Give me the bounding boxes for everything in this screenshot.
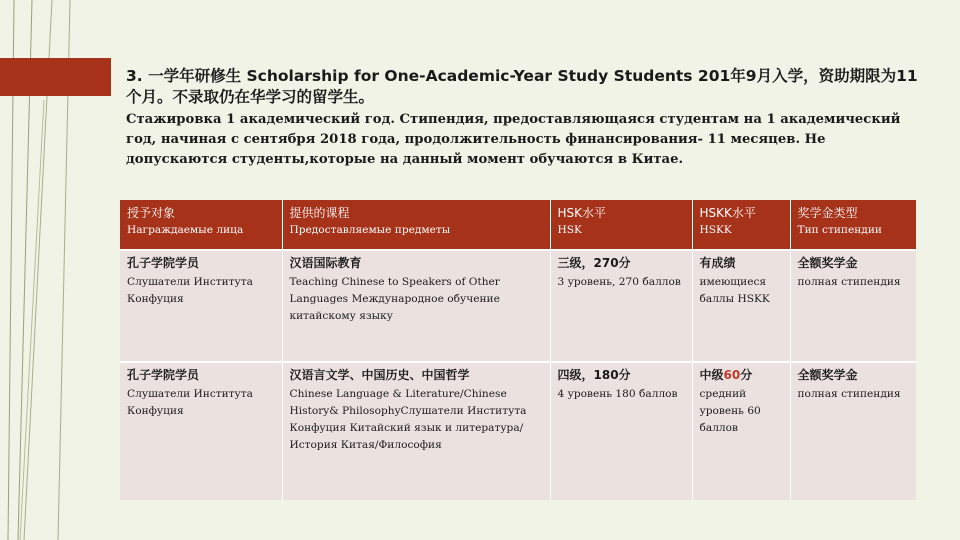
header-recipients: 授予对象 Награждаемые лица: [120, 200, 282, 250]
header-hskk: HSKK水平 HSKK: [692, 200, 790, 250]
title-chinese: 3. 一学年研修生 Scholarship for One-Academic-Year Study Students 201年9月入学，资助期限为11个月。不录取仍在华学习的留学生。: [126, 67, 918, 106]
table-row: [120, 362, 916, 500]
table-row: [120, 250, 916, 362]
cell-hsk: 三级，270分 3 уровень, 270 баллов: [550, 250, 692, 362]
header-scholarship-type: 奖学金类型 Тип стипендии: [790, 200, 916, 250]
cell-hsk: 四级，180分 4 уровень 180 баллов: [550, 362, 692, 500]
cell-scholarship-type: 全额奖学金 полная стипендия: [790, 250, 916, 362]
cell-recipients: 孔子学院学员 Слушатели Института Конфуция: [120, 250, 282, 362]
cell-hskk: 有成绩 имеющиеся баллы HSKK: [692, 250, 790, 362]
title-russian: Стажировка 1 академический год. Стипендия, предоставляющаяся студентам на 1 академический год, начиная с сентября 2018 года, продолжительность финансирования- 11 месяцев. Не допускаются студенты,которые на данный момент обучаются в Китае.: [126, 112, 901, 167]
accent-tab: [0, 58, 111, 96]
cell-course: 汉语国际教育 Teaching Chinese to Speakers of Other Languages Международное обучение китайскому языку: [282, 250, 550, 362]
scholarship-table: [120, 200, 916, 500]
score-highlight: 60: [723, 368, 741, 382]
cell-hskk: 中级60分 средний уровень 60 баллов: [692, 362, 790, 500]
cell-scholarship-type: 全额奖学金 полная стипендия: [790, 362, 916, 500]
slide-heading: [126, 66, 926, 170]
header-hsk: HSK水平 HSK: [550, 200, 692, 250]
header-courses: 提供的课程 Предоставляемые предметы: [282, 200, 550, 250]
cell-recipients: 孔子学院学员 Слушатели Института Конфуция: [120, 362, 282, 500]
cell-course: 汉语言文学、中国历史、中国哲学 Chinese Language & Literature/Chinese History& PhilosophyСлушатели Института Конфуция Китайский язык и литература/История Китая/Философия: [282, 362, 550, 500]
table-header-row: [120, 200, 916, 250]
